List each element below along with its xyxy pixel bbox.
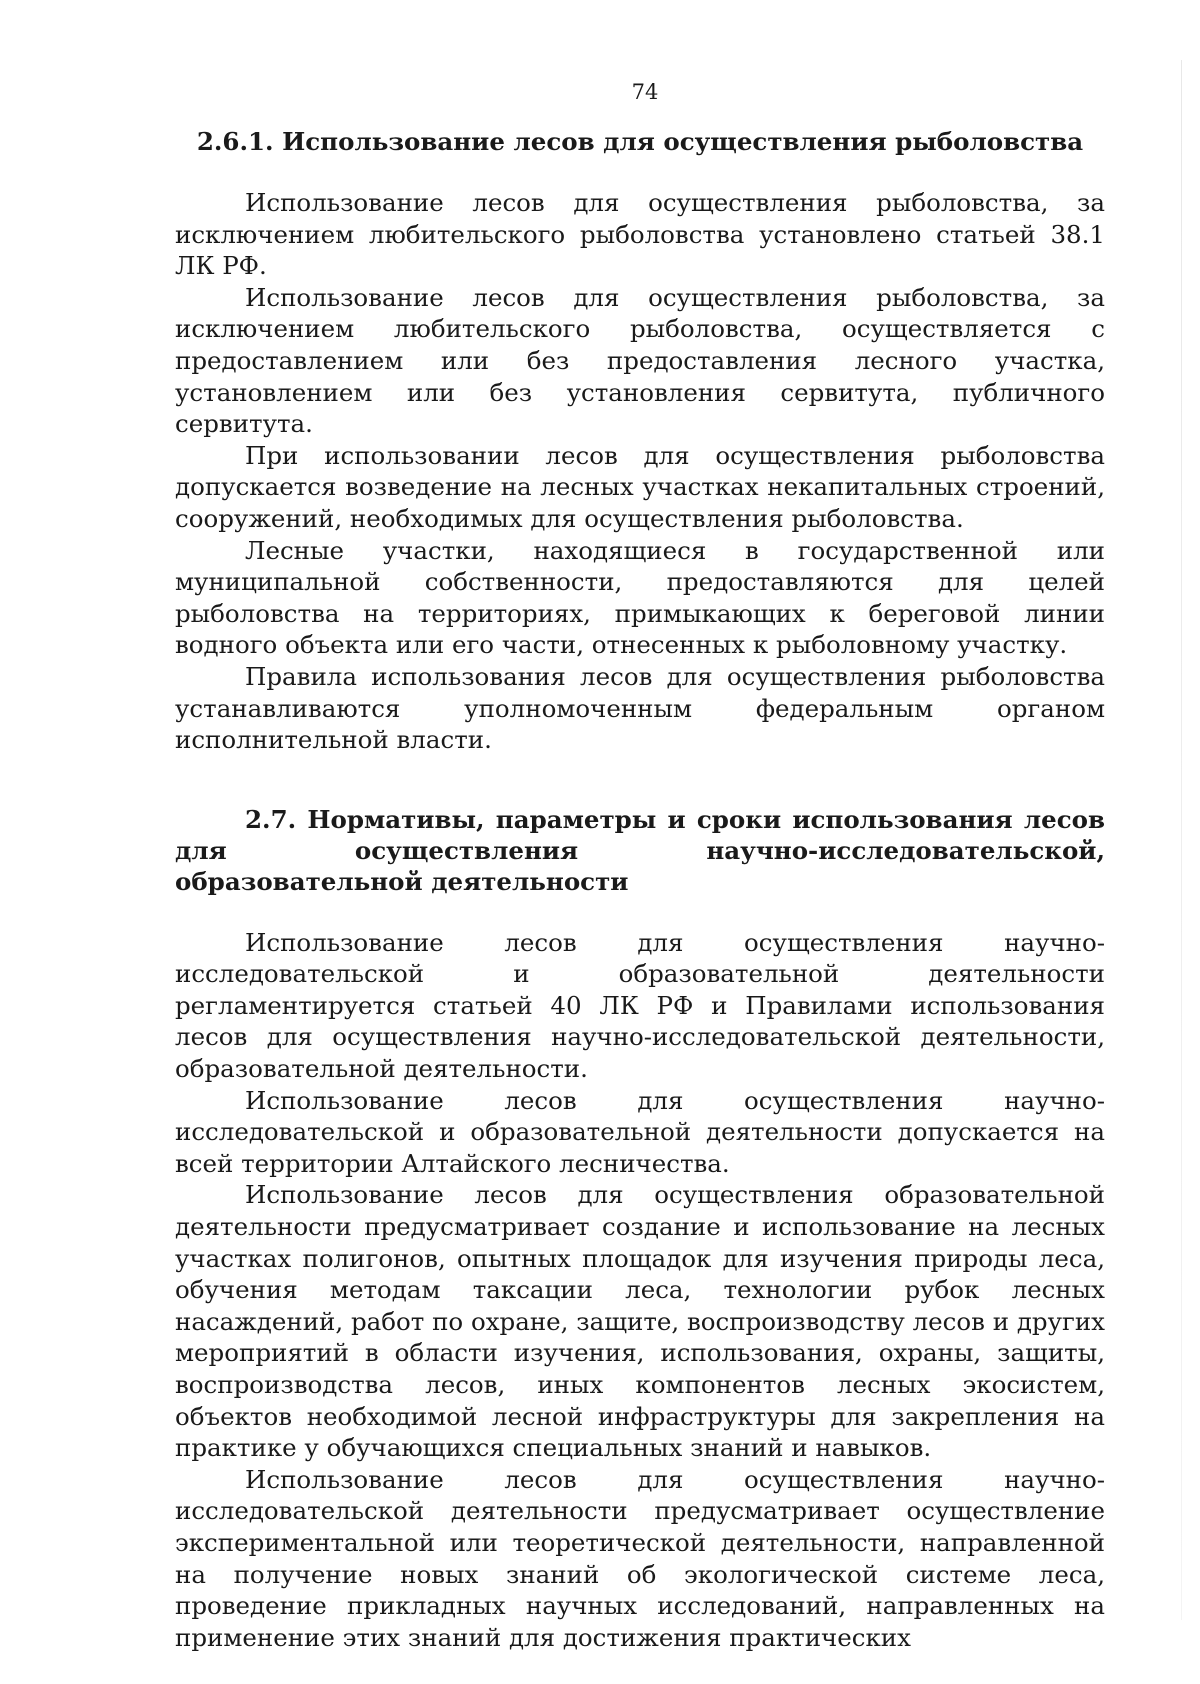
paragraph: Использование лесов для осуществления научно-исследовательской деятельности предусматривает осуществление экспериментальной или теоретической деятельности, направленной на получение новых знаний об экологической системе леса, проведение прикладных научных исследований, направленных на применение этих знаний для достижения практических — [175, 1464, 1105, 1652]
paragraph: Использование лесов для осуществления образовательной деятельности предусматривает создание и использование на лесных участках полигонов, опытных площадок для изучения природы леса, обучения методам таксации леса, технологии рубок лесных насаждений, работ по охране, защите, воспроизводству лесов и других мероприятий в области изучения, использования, охраны, защиты, воспроизводства лесов, иных компонентов лесных экосистем, объектов необходимой лесной инфраструктуры для закрепления на практике у обучающихся специальных знаний и навыков. — [175, 1180, 1105, 1463]
paragraph: Правила использования лесов для осуществления рыболовства устанавливаются уполномоченным федеральным органом исполнительной власти. — [175, 661, 1105, 755]
section-heading-2-7: 2.7. Нормативы, параметры и сроки использования лесов для осуществления научно-исследовательской, образовательной деятельности — [175, 804, 1105, 896]
scan-edge-line — [1181, 60, 1182, 1620]
paragraph: При использовании лесов для осуществления рыболовства допускается возведение на лесных участках некапитальных строений, сооружений, необходимых для осуществления рыболовства. — [175, 440, 1105, 533]
paragraph: Лесные участки, находящиеся в государственной или муниципальной собственности, предоставляются для целей рыболовства на территориях, примыкающих к береговой линии водного объекта или его части, отнесенных к рыболовному участку. — [175, 535, 1105, 660]
page-number: 74 — [631, 80, 659, 104]
section-heading-2-6-1: 2.6.1. Использование лесов для осуществления рыболовства — [196, 127, 1084, 156]
paragraph: Использование лесов для осуществления рыболовства, за исключением любительского рыболовства установлено статьей 38.1 ЛК РФ. — [175, 188, 1105, 281]
paragraph: Использование лесов для осуществления рыболовства, за исключением любительского рыболовства, осуществляется с предоставлением или без предоставления лесного участка, установлением или без установления сервитута, публичного сервитута. — [175, 282, 1105, 439]
document-page — [175, 78, 1105, 1653]
paragraph: Использование лесов для осуществления научно-исследовательской и образовательной деятельности регламентируется статьей 40 ЛК РФ и Правилами использования лесов для осуществления научно-исследовательской деятельности, образовательной деятельности. — [175, 927, 1105, 1084]
paragraph: Использование лесов для осуществления научно-исследовательской и образовательной деятельности допускается на всей территории Алтайского лесничества. — [175, 1085, 1105, 1178]
